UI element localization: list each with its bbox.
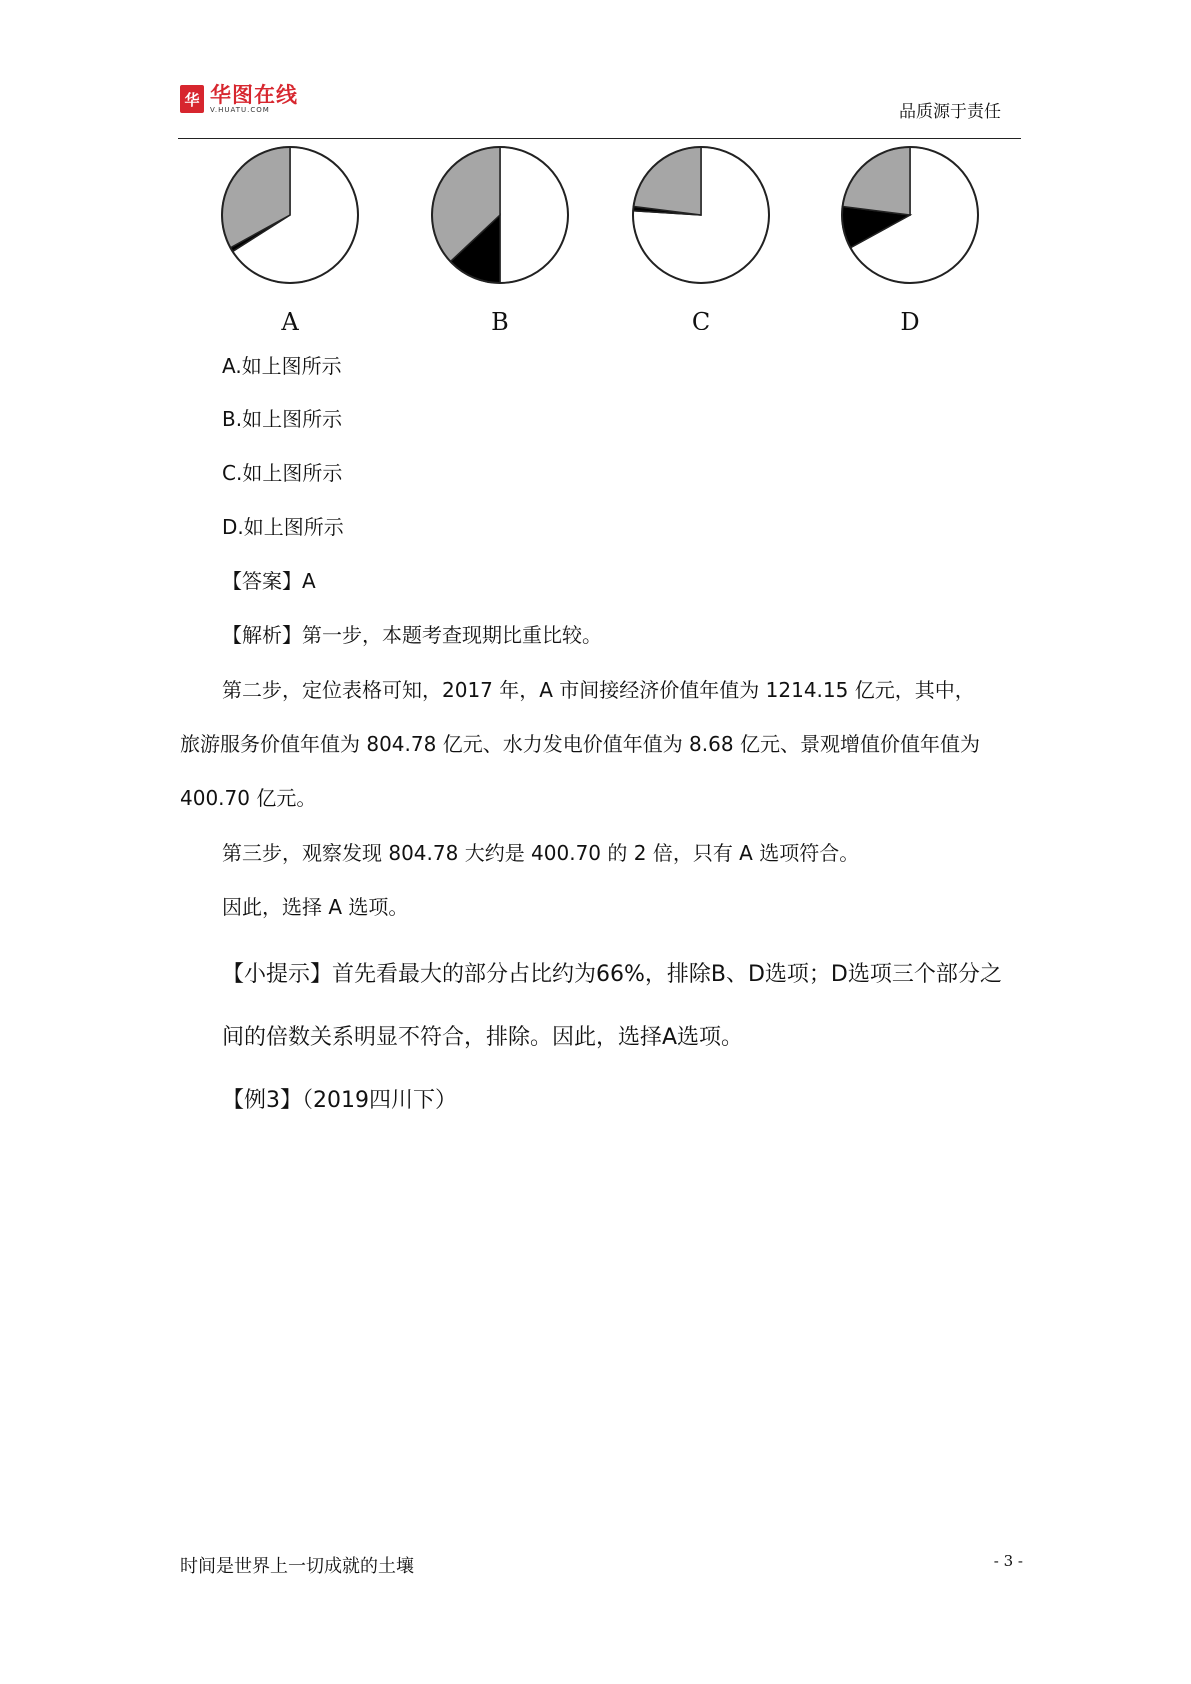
- pie-label-d: D: [900, 308, 920, 330]
- pie-label-a: A: [281, 308, 299, 330]
- pie-chart-d: [842, 147, 978, 330]
- example-heading: 【例3】（2019四川下）: [222, 1088, 457, 1113]
- pie-b-slice-white: [500, 147, 568, 283]
- hint-line2: 间的倍数关系明显不符合，排除。因此，选择A选项。: [222, 1025, 744, 1050]
- header-divider: [178, 138, 1021, 139]
- answer-text: 【答案】A: [222, 569, 316, 593]
- pie-c-slice-gray: [634, 147, 701, 215]
- pie-label-c: C: [691, 308, 711, 330]
- pie-chart-a: [222, 147, 358, 330]
- analysis-step1: 【解析】第一步，本题考查现期比重比较。: [222, 623, 602, 647]
- logo-mark: 华: [180, 85, 204, 113]
- logo: [180, 84, 298, 114]
- pie-chart-c: [633, 147, 769, 330]
- option-a: A.如上图所示: [222, 354, 342, 378]
- footer-motto: 时间是世界上一切成就的土壤: [180, 1556, 414, 1577]
- analysis-step2-end: 400.70 亿元。: [180, 786, 317, 810]
- header-slogan: 品质源于责任: [899, 102, 1001, 122]
- analysis-step2-cont: 旅游服务价值年值为 804.78 亿元、水力发电价值年值为 8.68 亿元、景观增值价值年值为: [180, 732, 980, 756]
- pie-label-b: B: [491, 308, 509, 330]
- analysis-conclusion: 因此，选择 A 选项。: [222, 895, 409, 919]
- pie-charts-figure: [178, 140, 1021, 330]
- analysis-step2: 第二步，定位表格可知，2017 年，A 市间接经济价值年值为 1214.15 亿元，其中，: [222, 678, 975, 702]
- option-b: B.如上图所示: [222, 407, 343, 431]
- logo-name: 华图在线: [210, 83, 298, 107]
- pie-d-slice-gray: [843, 147, 910, 215]
- logo-text: [210, 84, 298, 114]
- analysis-step3: 第三步，观察发现 804.78 大约是 400.70 的 2 倍，只有 A 选项符合。: [222, 841, 860, 865]
- pie-chart-b: [432, 147, 568, 330]
- logo-url: V.HUATU.COM: [210, 106, 270, 114]
- option-c: C.如上图所示: [222, 461, 343, 485]
- option-d: D.如上图所示: [222, 515, 344, 539]
- hint-line1: 【小提示】首先看最大的部分占比约为66%，排除B、D选项；D选项三个部分之: [222, 962, 1002, 987]
- page-number: - 3 -: [993, 1552, 1023, 1570]
